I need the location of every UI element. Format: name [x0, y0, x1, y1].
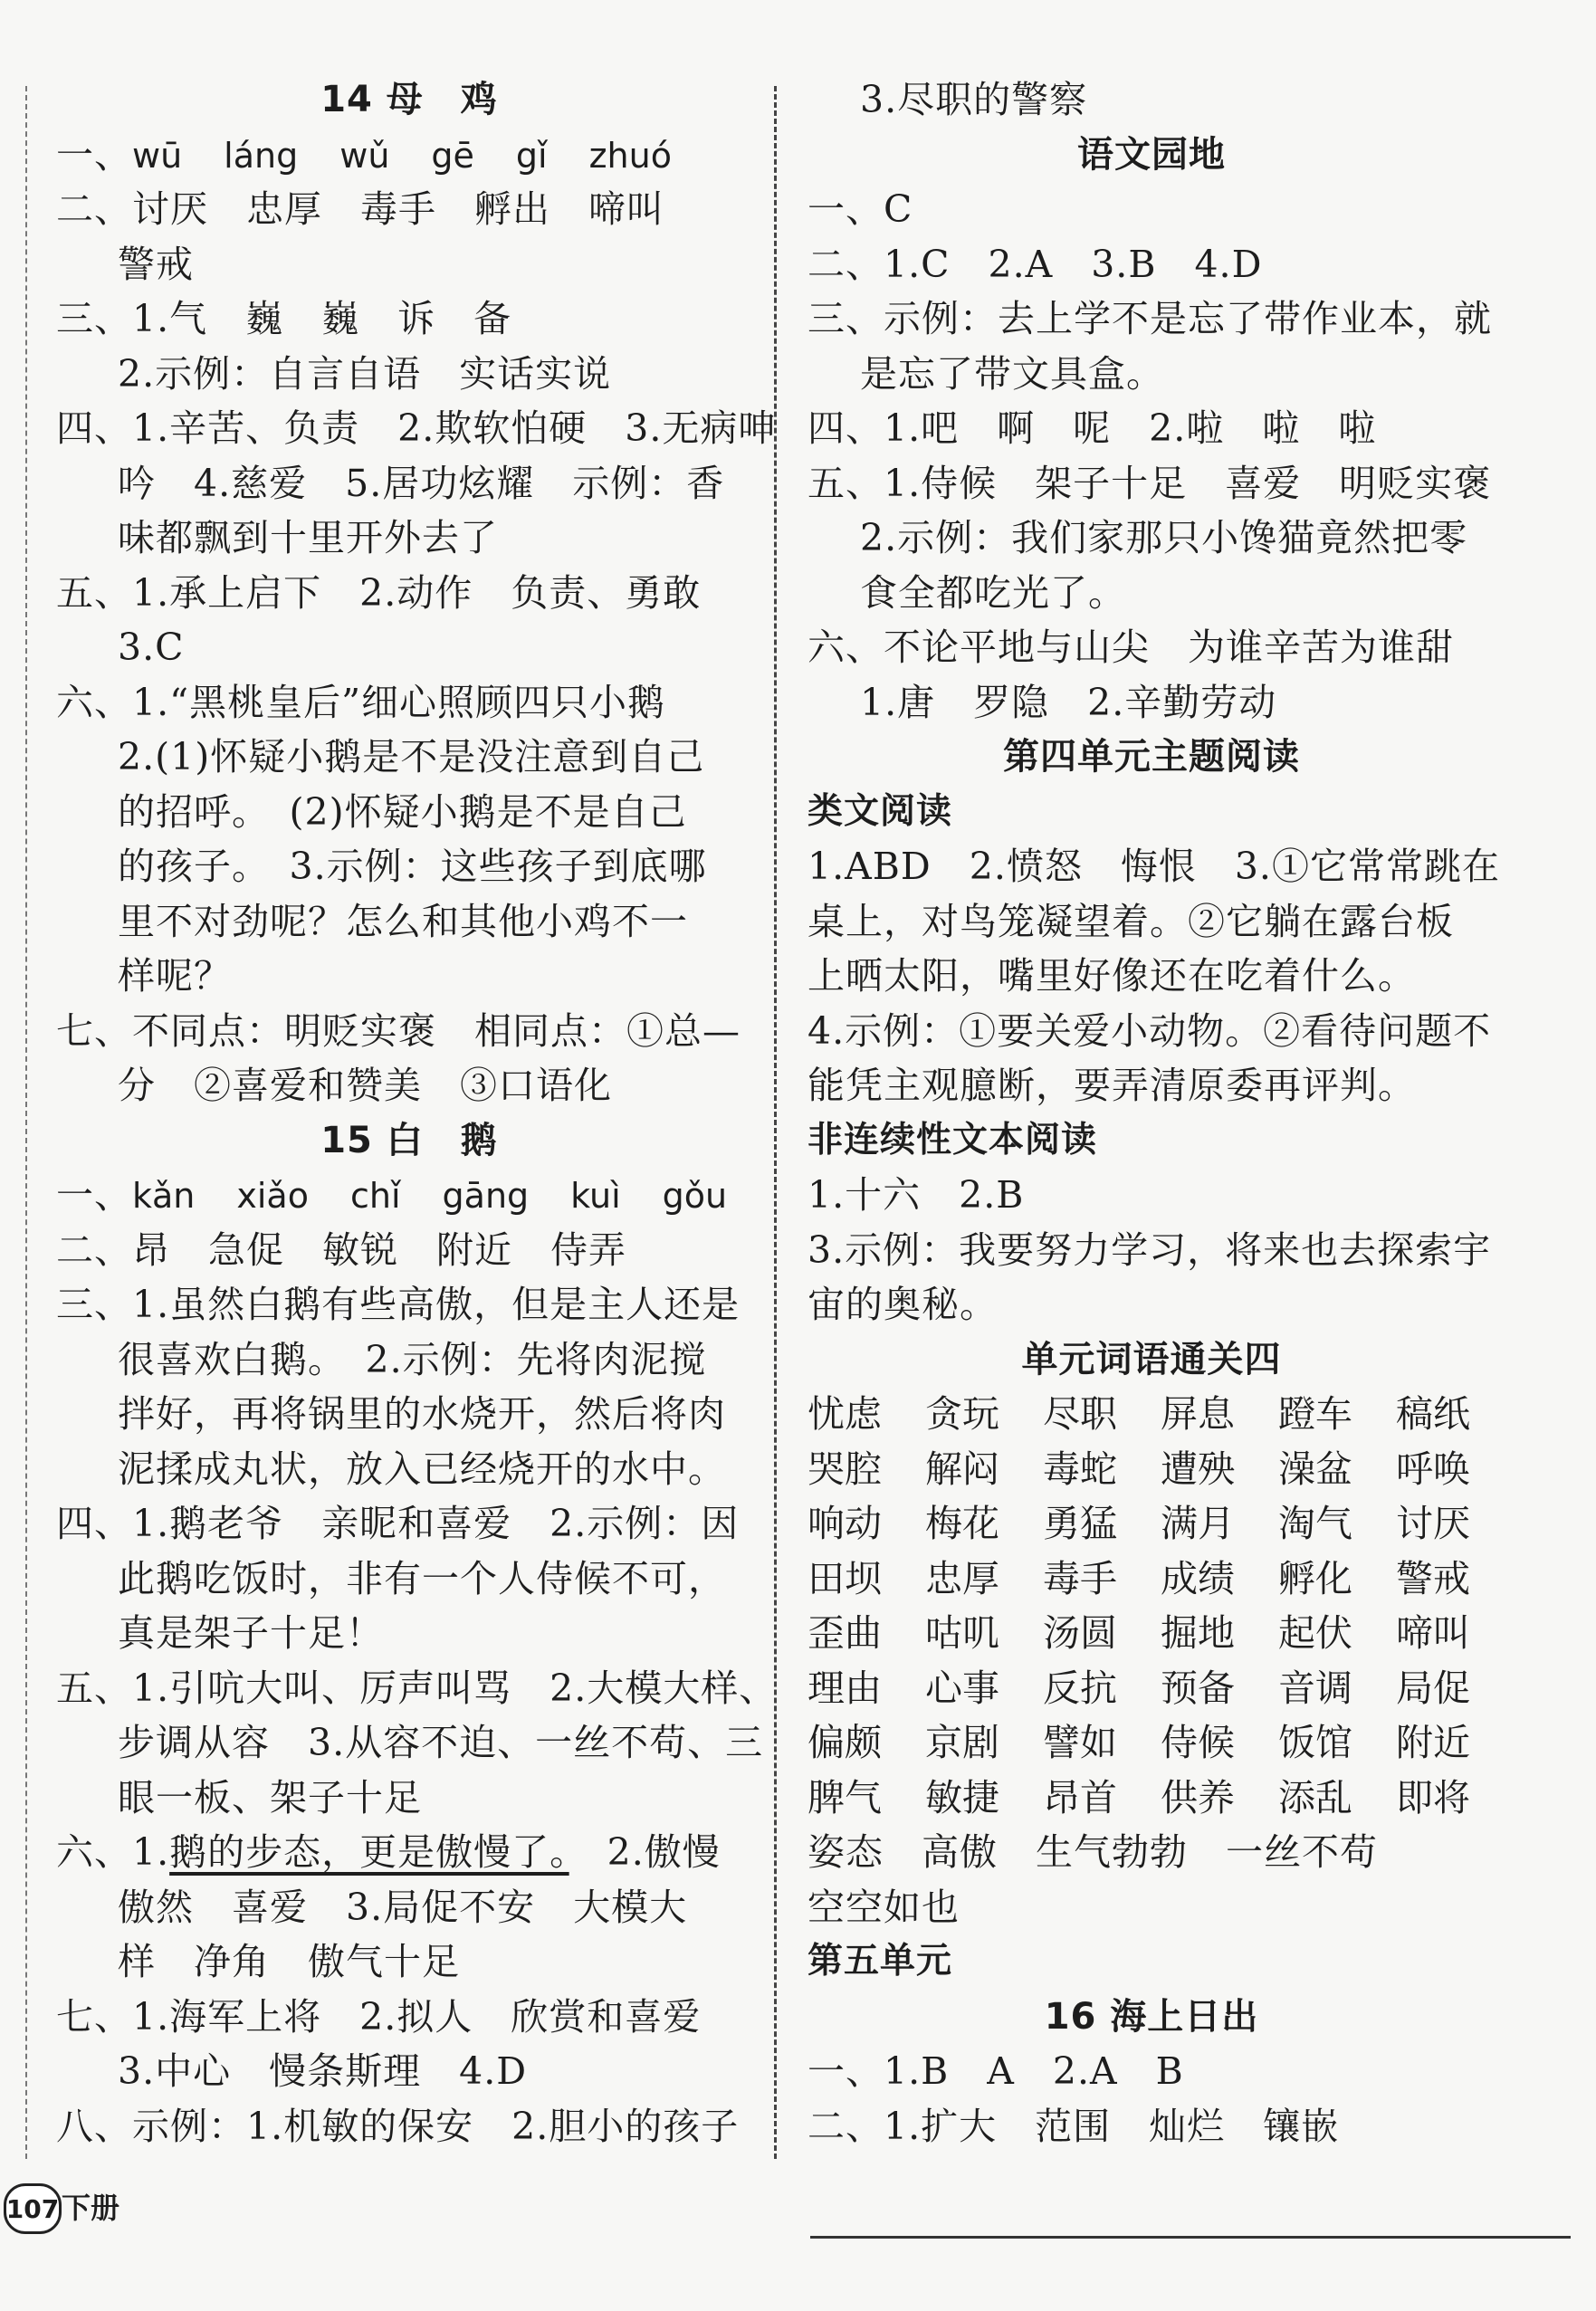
answer-line: [56, 1715, 762, 1771]
line-text: 1.ABD 2.愤怒 悔恨 3.①它常常跳在: [808, 845, 1500, 888]
vocab-word: 反抗: [1043, 1666, 1117, 1710]
line-text: 很喜欢白鹅。 2.示例：先将肉泥搅: [118, 1337, 707, 1381]
line-text: 四、1.鹅老爷 亲昵和喜爱 2.示例：因: [56, 1502, 740, 1545]
line-text: 第四单元主题阅读: [1003, 736, 1300, 778]
vocab-word: 理由: [808, 1666, 882, 1710]
answer-line: [56, 1332, 762, 1388]
line-text: 3.C: [118, 625, 185, 669]
line-text: 分 ②喜爱和赞美 ③口语化: [118, 1064, 612, 1107]
page-number: 107: [4, 2183, 62, 2234]
vocab-word: 掘地: [1161, 1611, 1235, 1655]
line-text: 1.十六 2.B: [808, 1173, 1025, 1217]
vocab-word: 京剧: [925, 1721, 999, 1764]
pinyin-item: gǐ: [515, 135, 548, 176]
answer-line: [56, 949, 762, 1004]
section-heading: [808, 730, 1496, 785]
answer-line: [808, 237, 1496, 292]
line-text: 2.(1)怀疑小鹅是不是没注意到自己: [118, 735, 705, 778]
vocab-word: 尽职: [1043, 1392, 1117, 1436]
line-text: 五、1.侍候 架子十足 喜爱 明贬实褒: [808, 461, 1492, 505]
line-text: 上晒太阳，嘴里好像还在吃着什么。: [808, 954, 1416, 998]
vocab-word: 孵化: [1278, 1556, 1352, 1600]
answer-line: [56, 1058, 762, 1113]
line-text: 里不对劲呢？怎么和其他小鸡不一: [118, 899, 688, 943]
line-text: 六、1.“黑桃皇后”细心照顾四只小鹅: [56, 680, 666, 724]
vocab-word: 屏息: [1161, 1392, 1235, 1436]
line-text: 拌好，再将锅里的水烧开，然后将肉: [118, 1392, 726, 1436]
answer-line: [808, 894, 1496, 950]
answer-line: [56, 182, 762, 237]
pinyin-item: gǒu: [662, 1176, 728, 1216]
answer-line: [56, 347, 762, 402]
answer-line: [56, 839, 762, 894]
vocab-word: 供养: [1161, 1775, 1235, 1819]
vocab-word: 偏颇: [808, 1721, 882, 1764]
answer-line: [56, 620, 762, 675]
vocab-word: 忠厚: [925, 1556, 999, 1600]
pinyin-row: [132, 1176, 769, 1216]
line-text: 三、1.气 巍 巍 诉 备: [56, 297, 512, 340]
line-text: 一、1.B A 2.A B: [808, 2049, 1184, 2093]
line-text: 14 母 鸡: [320, 79, 498, 120]
vocab-word: 讨厌: [1396, 1502, 1470, 1545]
line-text: 桌上，对鸟笼凝望着。②它躺在露台板: [808, 899, 1454, 943]
answer-line: [808, 675, 1496, 731]
vocab-word: 哭腔: [808, 1447, 882, 1491]
answer-line: [56, 1771, 762, 1826]
vocab-word: 起伏: [1278, 1611, 1352, 1655]
line-text: 五、1.承上启下 2.动作 负责、勇敢: [56, 570, 702, 615]
line-text: 空空如也: [808, 1885, 960, 1929]
vocab-word: 田坝: [808, 1556, 882, 1600]
underlined-sentence: 鹅的步态，更是傲慢了。: [169, 1830, 569, 1874]
answer-line: [808, 401, 1496, 456]
line-text: 此鹅吃饭时，非有一个人侍候不可，: [118, 1556, 726, 1600]
answer-line: [808, 182, 1496, 237]
answer-line: [808, 1880, 1496, 1935]
vocab-word: 音调: [1278, 1666, 1352, 1710]
line-text: 单元词语通关四: [1021, 1338, 1282, 1380]
pinyin-item: gē: [431, 135, 474, 176]
answer-line: [56, 1387, 762, 1442]
line-text: 一、C: [808, 187, 913, 231]
vocab-word: 警戒: [1396, 1556, 1470, 1600]
answer-line: [808, 347, 1496, 402]
line-text-after: 2.傲慢: [569, 1830, 721, 1874]
vocab-word: 贪玩: [925, 1392, 999, 1436]
line-text: 的孩子。 3.示例：这些孩子到底哪: [118, 845, 707, 888]
line-text: 四、1.吧 啊 呢 2.啦 啦 啦: [808, 406, 1377, 450]
pinyin-item: zhuó: [588, 135, 672, 176]
pinyin-item: kǎn: [132, 1176, 196, 1216]
line-text: 语文园地: [1077, 133, 1226, 176]
volume-label: 下册: [62, 2191, 120, 2225]
vocab-word: 脾气: [808, 1775, 882, 1819]
answer-line: [56, 1496, 762, 1552]
answer-line: [56, 894, 762, 950]
pinyin-row: [132, 136, 713, 176]
answer-line: [56, 1934, 762, 1990]
vocab-word: 添乱: [1278, 1775, 1352, 1819]
answer-line: [808, 1004, 1496, 1059]
pinyin-item: wū: [132, 135, 183, 176]
column-divider: [774, 86, 777, 2159]
line-text: 3.示例：我要努力学习，将来也去探索宇: [808, 1227, 1492, 1272]
line-text: 五、1.引吭大叫、厉声叫骂 2.大模大样、: [56, 1666, 778, 1710]
line-text: 1.唐 罗隐 2.辛勤劳动: [860, 680, 1277, 724]
line-text: 傲然 喜爱 3.局促不安 大模大: [118, 1885, 688, 1929]
vocab-word: 淘气: [1278, 1502, 1352, 1545]
answer-line: [56, 2099, 762, 2154]
answer-line: [56, 456, 762, 511]
line-text: 是忘了带文具盒。: [860, 351, 1164, 396]
line-text: 3.中心 慢条斯理 4.D: [118, 2049, 528, 2093]
vocab-word: 忧虑: [808, 1392, 882, 1436]
vocab-word: 咕叽: [925, 1611, 999, 1655]
binding-edge: [25, 86, 27, 2159]
answer-line: [56, 2044, 762, 2099]
line-text: 能凭主观臆断，要弄清原委再评判。: [808, 1064, 1416, 1107]
line-text: 宙的奥秘。: [808, 1283, 998, 1326]
answer-line: [808, 2044, 1496, 2099]
unit-word-grid: [808, 1387, 1496, 1825]
vocab-word: 昂首: [1043, 1775, 1117, 1819]
line-text: 4.示例：①要关爱小动物。②看待问题不: [808, 1008, 1492, 1053]
answer-line: [56, 1606, 762, 1661]
line-text: 食全都吃光了。: [860, 570, 1126, 615]
answer-line: [56, 1661, 778, 1716]
vocab-word: 歪曲: [808, 1611, 882, 1655]
line-text: 八、示例：1.机敏的保安 2.胆小的孩子: [56, 2104, 740, 2148]
line-text: 味都飘到十里开外去了: [118, 516, 498, 559]
answer-line: [56, 566, 762, 621]
vocab-word: 呼唤: [1396, 1447, 1470, 1491]
section-heading: [56, 72, 762, 128]
answer-line: [56, 511, 762, 566]
line-text: 步调从容 3.从容不迫、一丝不苟、三: [118, 1721, 764, 1764]
left-column: [56, 72, 778, 2153]
vocab-word: 敏捷: [925, 1775, 999, 1819]
answer-line: [56, 1552, 762, 1607]
vocab-word: 局促: [1396, 1666, 1470, 1710]
vocab-word: 澡盆: [1278, 1447, 1352, 1491]
line-text: 3.尽职的警察: [860, 78, 1088, 121]
answer-line: [808, 620, 1496, 675]
vocab-word: 譬如: [1043, 1721, 1117, 1764]
vocab-word: 毒蛇: [1043, 1447, 1117, 1491]
answer-line: [808, 1825, 1496, 1880]
right-column: [808, 72, 1500, 2153]
right-top-lines: [808, 72, 1500, 1387]
answer-line: [808, 1223, 1496, 1278]
vocab-word: 毒手: [1043, 1556, 1117, 1600]
vocab-word: 梅花: [925, 1502, 999, 1545]
line-text: 二、讨厌 忠厚 毒手 孵出 啼叫: [56, 187, 664, 231]
answer-line: [56, 730, 762, 785]
answer-line: [56, 291, 762, 347]
line-text: 姿态 高傲 生气勃勃 一丝不苟: [808, 1830, 1378, 1874]
answer-line: [808, 839, 1500, 894]
pinyin-item: gāng: [442, 1176, 530, 1216]
vocab-word: 成绩: [1161, 1556, 1235, 1600]
answer-line: [56, 675, 762, 731]
line-text: 泥揉成丸状，放入已经烧开的水中。: [118, 1447, 726, 1491]
line-text: 16 海上日出: [1044, 1995, 1259, 2038]
answer-line: [808, 1058, 1496, 1113]
line-text: 六、不论平地与山尖 为谁辛苦为谁甜: [808, 625, 1454, 669]
answer-line: [808, 566, 1496, 621]
answer-line: [56, 128, 762, 183]
answer-line: [56, 1004, 762, 1059]
answer-line: [56, 1880, 762, 1935]
line-text: 四、1.辛苦、负责 2.欺软怕硬 3.无病呻: [56, 406, 777, 450]
pinyin-item: kuì: [570, 1176, 621, 1216]
line-text: 二、昂 急促 敏锐 附近 侍弄: [56, 1227, 626, 1272]
section-heading: [808, 1934, 1496, 1990]
vocab-word: 满月: [1161, 1502, 1235, 1545]
line-text: 2.示例：自言自语 实话实说: [118, 351, 612, 396]
answer-line: [808, 949, 1496, 1004]
section-heading: [808, 1990, 1496, 2045]
vocab-word: 解闷: [925, 1447, 999, 1491]
pinyin-item: chǐ: [349, 1176, 401, 1216]
pinyin-item: láng: [224, 135, 299, 176]
vocab-word: 侍候: [1161, 1721, 1235, 1764]
line-text: 样呢？: [118, 954, 232, 998]
vocab-word: 勇猛: [1043, 1502, 1117, 1545]
answer-line: [808, 1168, 1496, 1223]
line-text: 一、: [56, 132, 132, 177]
line-text: 警戒: [118, 242, 194, 286]
line-text: 三、1.虽然白鹅有些高傲，但是主人还是: [56, 1283, 741, 1326]
line-text: 六、1.: [56, 1830, 170, 1874]
bottom-rule: [810, 2236, 1571, 2239]
vocab-word: 响动: [808, 1502, 882, 1545]
vocab-word: 汤圆: [1043, 1611, 1117, 1655]
pinyin-item: wǔ: [339, 135, 390, 176]
line-text: 七、1.海军上将 2.拟人 欣赏和喜爱: [56, 1994, 702, 2039]
answer-line: [56, 1442, 762, 1497]
line-text: 第五单元: [808, 1941, 953, 1982]
line-text: 二、1.扩大 范围 灿烂 镶嵌: [808, 2104, 1340, 2148]
answer-line: [808, 1277, 1496, 1332]
line-text: 眼一板、架子十足: [118, 1775, 422, 1819]
line-text: 七、不同点：明贬实褒 相同点：①总—: [56, 1008, 741, 1053]
answer-line: [808, 72, 1496, 128]
vocab-word: 预备: [1161, 1666, 1235, 1710]
right-bottom-lines: [808, 1825, 1496, 2153]
line-text: 三、示例：去上学不是忘了带作业本，就: [808, 297, 1492, 340]
answer-line: [808, 291, 1496, 347]
answer-line: [808, 2099, 1496, 2154]
answer-line: [56, 1277, 762, 1332]
section-heading: [808, 785, 1496, 840]
vocab-word: 心事: [925, 1666, 999, 1710]
vocab-word: 附近: [1396, 1721, 1470, 1764]
line-text: 真是架子十足！: [118, 1611, 384, 1655]
line-text: 一、: [56, 1173, 132, 1217]
answer-line: [56, 1825, 762, 1880]
answer-line: [56, 1223, 762, 1278]
section-heading: [808, 1332, 1496, 1388]
line-text: 吟 4.慈爱 5.居功炫耀 示例：香: [118, 461, 725, 505]
section-heading: [808, 128, 1496, 183]
answer-line: [56, 401, 777, 456]
line-text: 2.示例：我们家那只小馋猫竟然把零: [860, 516, 1468, 559]
vocab-word: 啼叫: [1396, 1611, 1470, 1655]
answer-line: [56, 237, 762, 292]
line-text: 类文阅读: [808, 790, 953, 832]
section-heading: [56, 1113, 762, 1169]
answer-line: [56, 1990, 762, 2045]
answer-line: [56, 1168, 762, 1223]
section-heading: [808, 1113, 1496, 1169]
vocab-word: 即将: [1396, 1775, 1470, 1819]
line-text: 二、1.C 2.A 3.B 4.D: [808, 242, 1263, 286]
vocab-word: 遭殃: [1161, 1447, 1235, 1491]
vocab-word: 蹬车: [1278, 1392, 1352, 1436]
line-text: 的招呼。 (2)怀疑小鹅是不是自己: [118, 789, 687, 834]
answer-line: [56, 785, 762, 840]
vocab-word: 稿纸: [1396, 1392, 1470, 1436]
answer-line: [808, 511, 1496, 566]
answer-line: [808, 456, 1496, 511]
pinyin-item: xiǎo: [236, 1176, 309, 1216]
line-text: 15 白 鹅: [320, 1119, 498, 1161]
line-text: 非连续性文本阅读: [808, 1119, 1098, 1160]
line-text: 样 净角 傲气十足: [118, 1940, 460, 1983]
vocab-word: 饭馆: [1278, 1721, 1352, 1764]
